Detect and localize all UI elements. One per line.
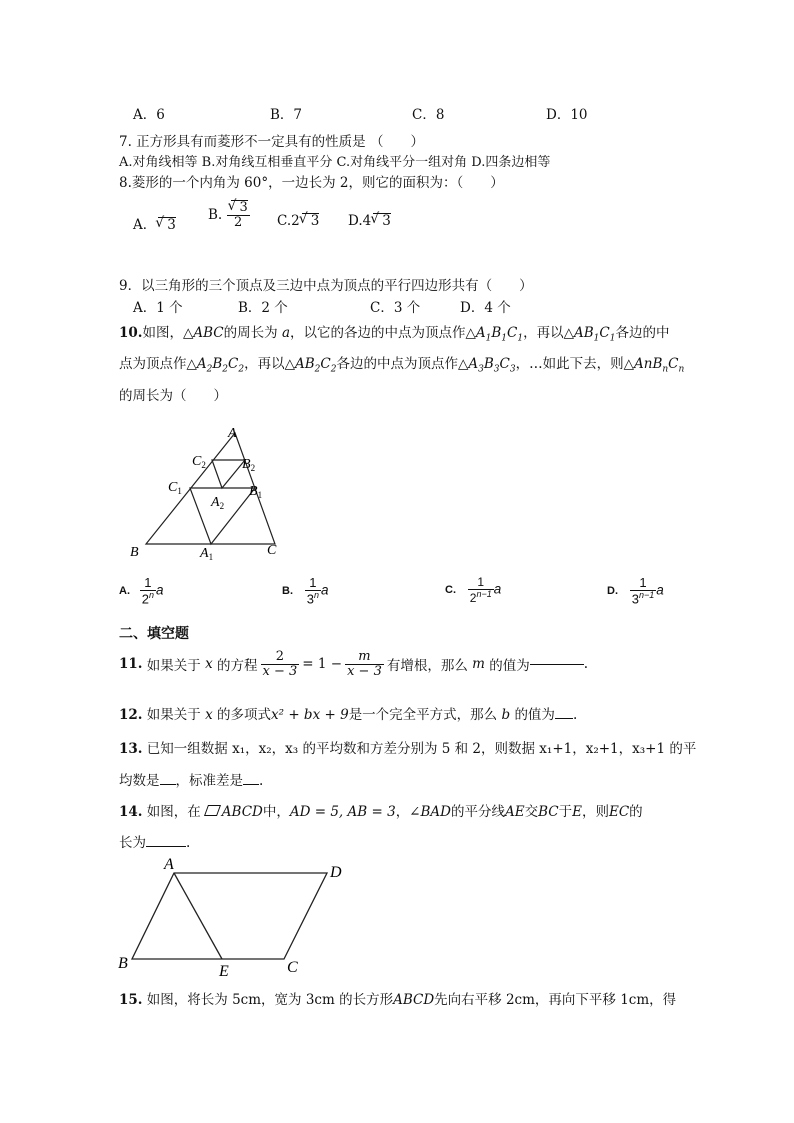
q13-mean-blank[interactable]	[160, 784, 176, 785]
label-E: E	[219, 963, 229, 980]
label-A: A	[228, 426, 237, 441]
label-D: D	[330, 864, 342, 881]
q13-line2: 均数是 ，标准差是 .	[119, 773, 264, 789]
q9-option-a: A．1 个	[133, 300, 183, 316]
q8-stem: 8.菱形的一个内角为 60°，一边长为 2，则它的面积为：（ ）	[119, 175, 504, 191]
label-B: B	[118, 955, 128, 972]
label-B2: $B_2$	[242, 457, 256, 473]
q9-stem: 9．以三角形的三个顶点及三边中点为顶点的平行四边形共有（ ）	[119, 278, 533, 294]
figure-nested-triangles	[120, 420, 290, 568]
q7-option-d: D.四条边相等	[471, 155, 551, 170]
q10-line1: 10.如图，△ABC的周长为 a，以它的各边的中点为顶点作$\triangle A_1B_1C_1$，再以$\triangle AB_1C_1$各边的中	[119, 325, 670, 344]
q7-options	[119, 151, 550, 170]
q11: 11. 如果关于 x 的方程 $\frac{2}{x - 3}$ = 1 − $\frac{m}{x - 3}$ 有增根，那么 m 的值为 .	[119, 649, 589, 679]
q13-line1: 13. 已知一组数据 x₁，x₂，x₃ 的平均数和方差分别为 5 和 2，则数据 x₁+1，x₂+1，x₃+1 的平	[119, 741, 697, 757]
q8-option-d: D.4√ 3	[348, 213, 391, 229]
label-A2: $A_2$	[211, 495, 225, 511]
q6-option-a: A．6	[133, 107, 165, 123]
q13-stddev-blank[interactable]	[243, 784, 259, 785]
q10-option-c: C. $\frac{1}{2^{n-1}}$ a	[445, 575, 502, 605]
q14-line2: 长为 .	[119, 835, 191, 851]
q6-option-d: D．10	[546, 107, 588, 123]
q14-answer-blank[interactable]	[146, 846, 186, 847]
q9-option-b: B．2 个	[238, 300, 288, 316]
q8-option-a: A．√ 3	[133, 213, 176, 233]
segment-ae	[174, 873, 222, 959]
q8-option-c: C.2√ 3	[277, 213, 319, 229]
q10-line3: 的周长为（ ）	[119, 388, 227, 404]
q10-option-a: A. $\frac{1}{2^n}$ a	[119, 575, 164, 606]
q15: 15. 如图，将长为 5cm，宽为 3cm 的长方形ABCD先向右平移 2cm，再向下平移 1cm，得	[119, 992, 677, 1008]
parallelogram-abcd	[132, 873, 327, 959]
label-A: A	[164, 856, 174, 873]
q12: 12. 如果关于 x 的多项式x² + bx + 9是一个完全平方式，那么 b 的值为 .	[119, 707, 578, 723]
q7-option-c: C.对角线平分一组对角	[336, 155, 468, 170]
q6-option-c: C．8	[412, 107, 445, 123]
label-C2: $C_2$	[192, 454, 206, 470]
q10-option-d: D. $\frac{1}{3^{n-1}}$ a	[607, 575, 664, 606]
label-B1: $B_1$	[249, 484, 263, 500]
section-title-fill-in: 二、填空题	[119, 626, 189, 642]
label-C: C	[267, 543, 277, 558]
triangle-a1b1c1	[190, 488, 255, 544]
q14-line1: 14. 如图，在 ABCD中，AD = 5, AB = 3，∠BAD的平分线AE交BC于E，则EC的	[119, 804, 643, 820]
q10-option-b: B. $\frac{1}{3^n}$ a	[282, 575, 329, 606]
q7-stem: 7. 正方形具有而菱形不一定具有的性质是 （ ）	[119, 134, 424, 150]
q11-answer-blank[interactable]	[530, 664, 584, 665]
q8-option-b: B. √ $\frac{3}{2}$	[208, 200, 250, 230]
q7-option-b: B.对角线互相垂直平分	[201, 155, 333, 170]
parallelogram-symbol-icon	[204, 805, 221, 816]
q9-option-c: C．3 个	[370, 300, 421, 316]
q10-line2: 点为顶点作$\triangle A_2B_2C_2$，再以$\triangle AB_2C_2$各边的中点为顶点作$\triangle A_3B_3C_3$，…如此下去，则$\triangle AnB_nC_n$	[119, 356, 685, 375]
q7-option-a: A.对角线相等	[119, 155, 198, 170]
label-B: B	[130, 545, 139, 560]
figure-parallelogram	[112, 852, 352, 980]
q9-option-d: D．4 个	[460, 300, 511, 316]
label-C: C	[287, 959, 298, 976]
q6-option-b: B．7	[270, 107, 303, 123]
q12-answer-blank[interactable]	[555, 718, 573, 719]
label-C1: $C_1$	[168, 480, 182, 496]
label-A1: $A_1$	[200, 546, 214, 562]
triangle-a2b2c2	[212, 460, 245, 488]
